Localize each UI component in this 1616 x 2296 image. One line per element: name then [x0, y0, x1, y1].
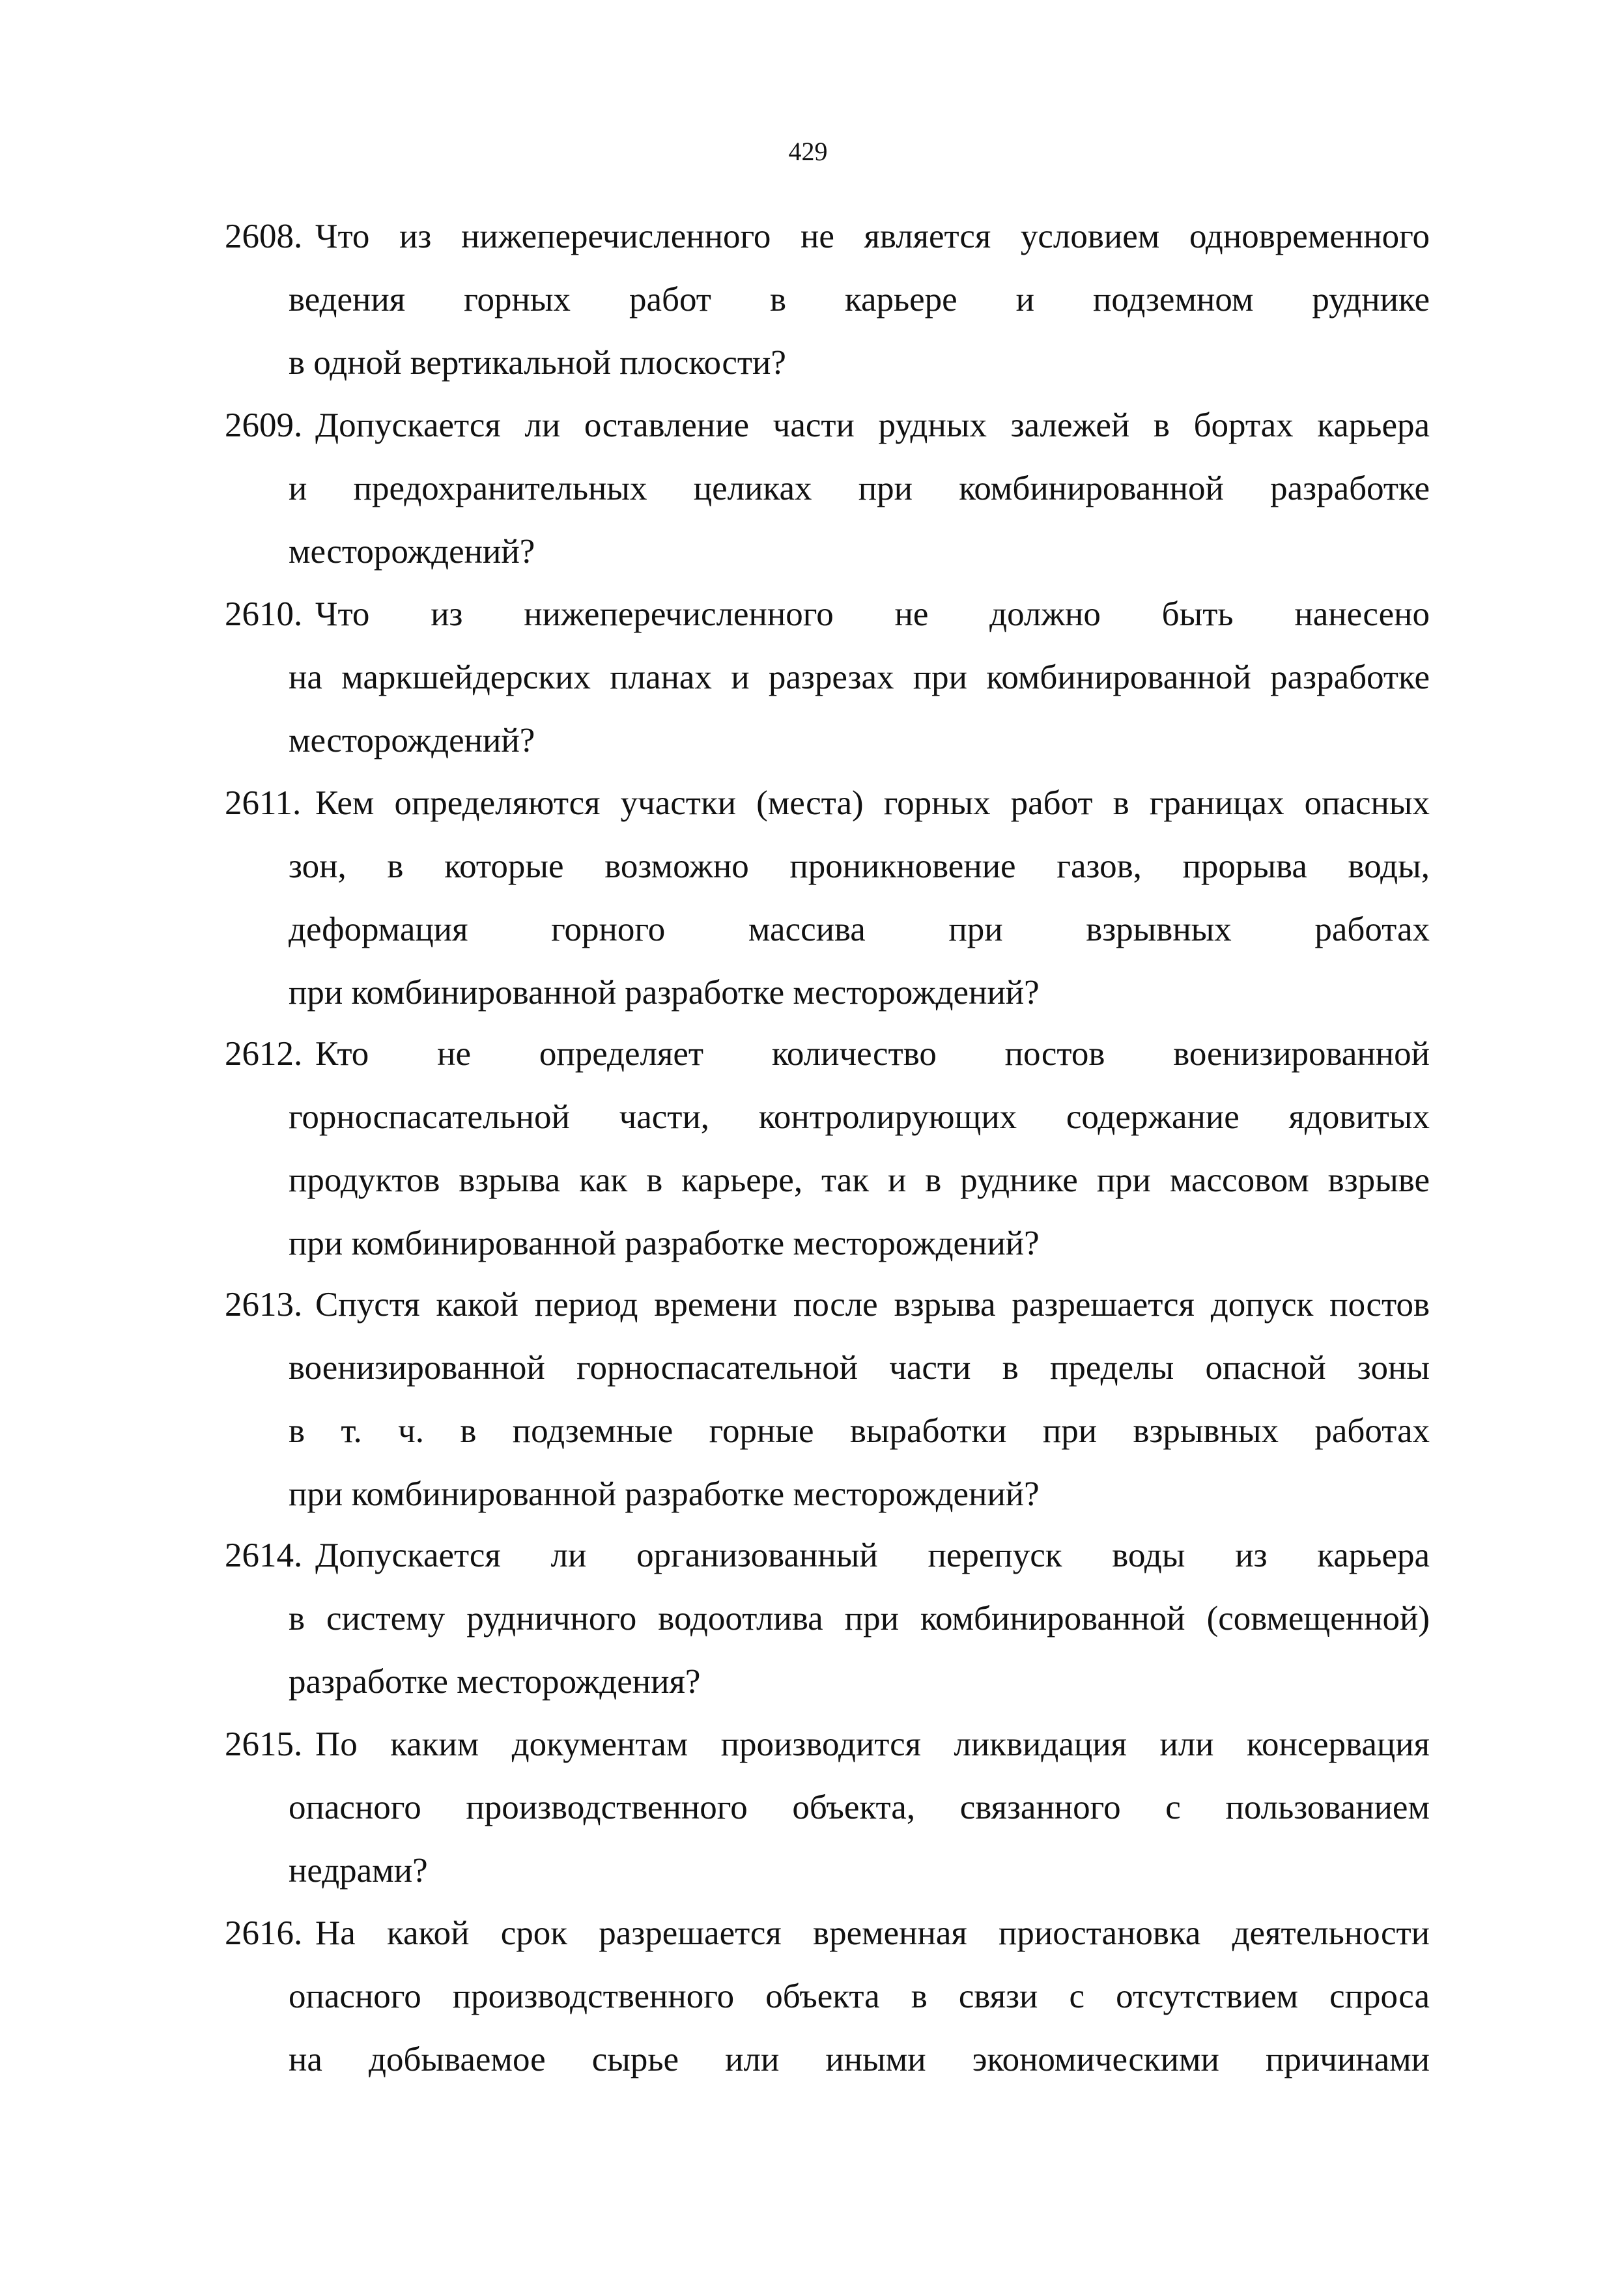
- question-number: 2612.: [225, 1035, 303, 1073]
- question-number: 2609.: [225, 406, 303, 444]
- question-2608: [225, 205, 1430, 395]
- question-2612: [225, 1023, 1430, 1275]
- question-line: месторождений?: [289, 722, 535, 759]
- question-line: при комбинированной разработке месторождений?: [289, 1225, 1040, 1262]
- question-line: военизированной горноспасательной части в пределы опасной зоны: [289, 1349, 1430, 1387]
- question-2614: [225, 1524, 1430, 1714]
- question-line: на добываемое сырье или иными экономическими причинами: [289, 2041, 1430, 2078]
- question-line: Допускается ли организованный перепуск воды из карьера: [315, 1537, 1430, 1574]
- question-number: 2611.: [225, 784, 302, 822]
- question-line: деформация горного массива при взрывных работах: [289, 911, 1430, 948]
- question-number: 2608.: [225, 218, 303, 255]
- question-line: и предохранительных целиках при комбинированной разработке: [289, 470, 1430, 507]
- question-line: опасного производственного объекта, связанного с пользованием: [289, 1789, 1430, 1826]
- question-line: Спустя какой период времени после взрыва разрешается допуск постов: [315, 1286, 1430, 1324]
- question-line: в т. ч. в подземные горные выработки при взрывных работах: [289, 1412, 1430, 1450]
- question-line: Что из нижеперечисленного не должно быть нанесено: [315, 595, 1430, 633]
- question-line: Кем определяются участки (места) горных работ в границах опасных: [315, 784, 1430, 822]
- question-line: при комбинированной разработке месторождений?: [289, 1475, 1040, 1513]
- question-2610: [225, 583, 1430, 772]
- question-number: 2615.: [225, 1725, 303, 1763]
- question-2611: [225, 772, 1430, 1025]
- question-line: Кто не определяет количество постов военизированной: [315, 1035, 1430, 1073]
- question-2615: [225, 1713, 1430, 1903]
- question-2613: [225, 1273, 1430, 1526]
- question-line: разработке месторождения?: [289, 1663, 701, 1701]
- question-line: На какой срок разрешается временная приостановка деятельности: [315, 1914, 1430, 1952]
- page-number: 429: [788, 137, 828, 166]
- question-number: 2616.: [225, 1914, 303, 1952]
- question-line: продуктов взрыва как в карьере, так и в руднике при массовом взрыве: [289, 1161, 1430, 1199]
- question-line: опасного производственного объекта в связи с отсутствием спроса: [289, 1977, 1430, 2015]
- question-line: недрами?: [289, 1852, 428, 1890]
- question-line: По каким документам производится ликвидация или консервация: [315, 1725, 1430, 1763]
- question-line: Допускается ли оставление части рудных залежей в бортах карьера: [315, 406, 1430, 444]
- question-2609: [225, 394, 1430, 584]
- question-2616: [225, 1902, 1430, 2091]
- question-line: в одной вертикальной плоскости?: [289, 344, 786, 382]
- question-number: 2613.: [225, 1286, 303, 1324]
- question-number: 2614.: [225, 1537, 303, 1574]
- question-line: Что из нижеперечисленного не является условием одновременного: [315, 218, 1430, 255]
- question-line: на маркшейдерских планах и разрезах при комбинированной разработке: [289, 659, 1430, 696]
- question-line: месторождений?: [289, 533, 535, 571]
- question-line: зон, в которые возможно проникновение газов, прорыва воды,: [289, 847, 1430, 885]
- question-line: в систему рудничного водоотлива при комбинированной (совмещенной): [289, 1600, 1430, 1637]
- question-line: горноспасательной части, контролирующих содержание ядовитых: [289, 1098, 1430, 1136]
- question-number: 2610.: [225, 595, 303, 633]
- question-line: при комбинированной разработке месторождений?: [289, 974, 1040, 1012]
- question-line: ведения горных работ в карьере и подземном руднике: [289, 281, 1430, 319]
